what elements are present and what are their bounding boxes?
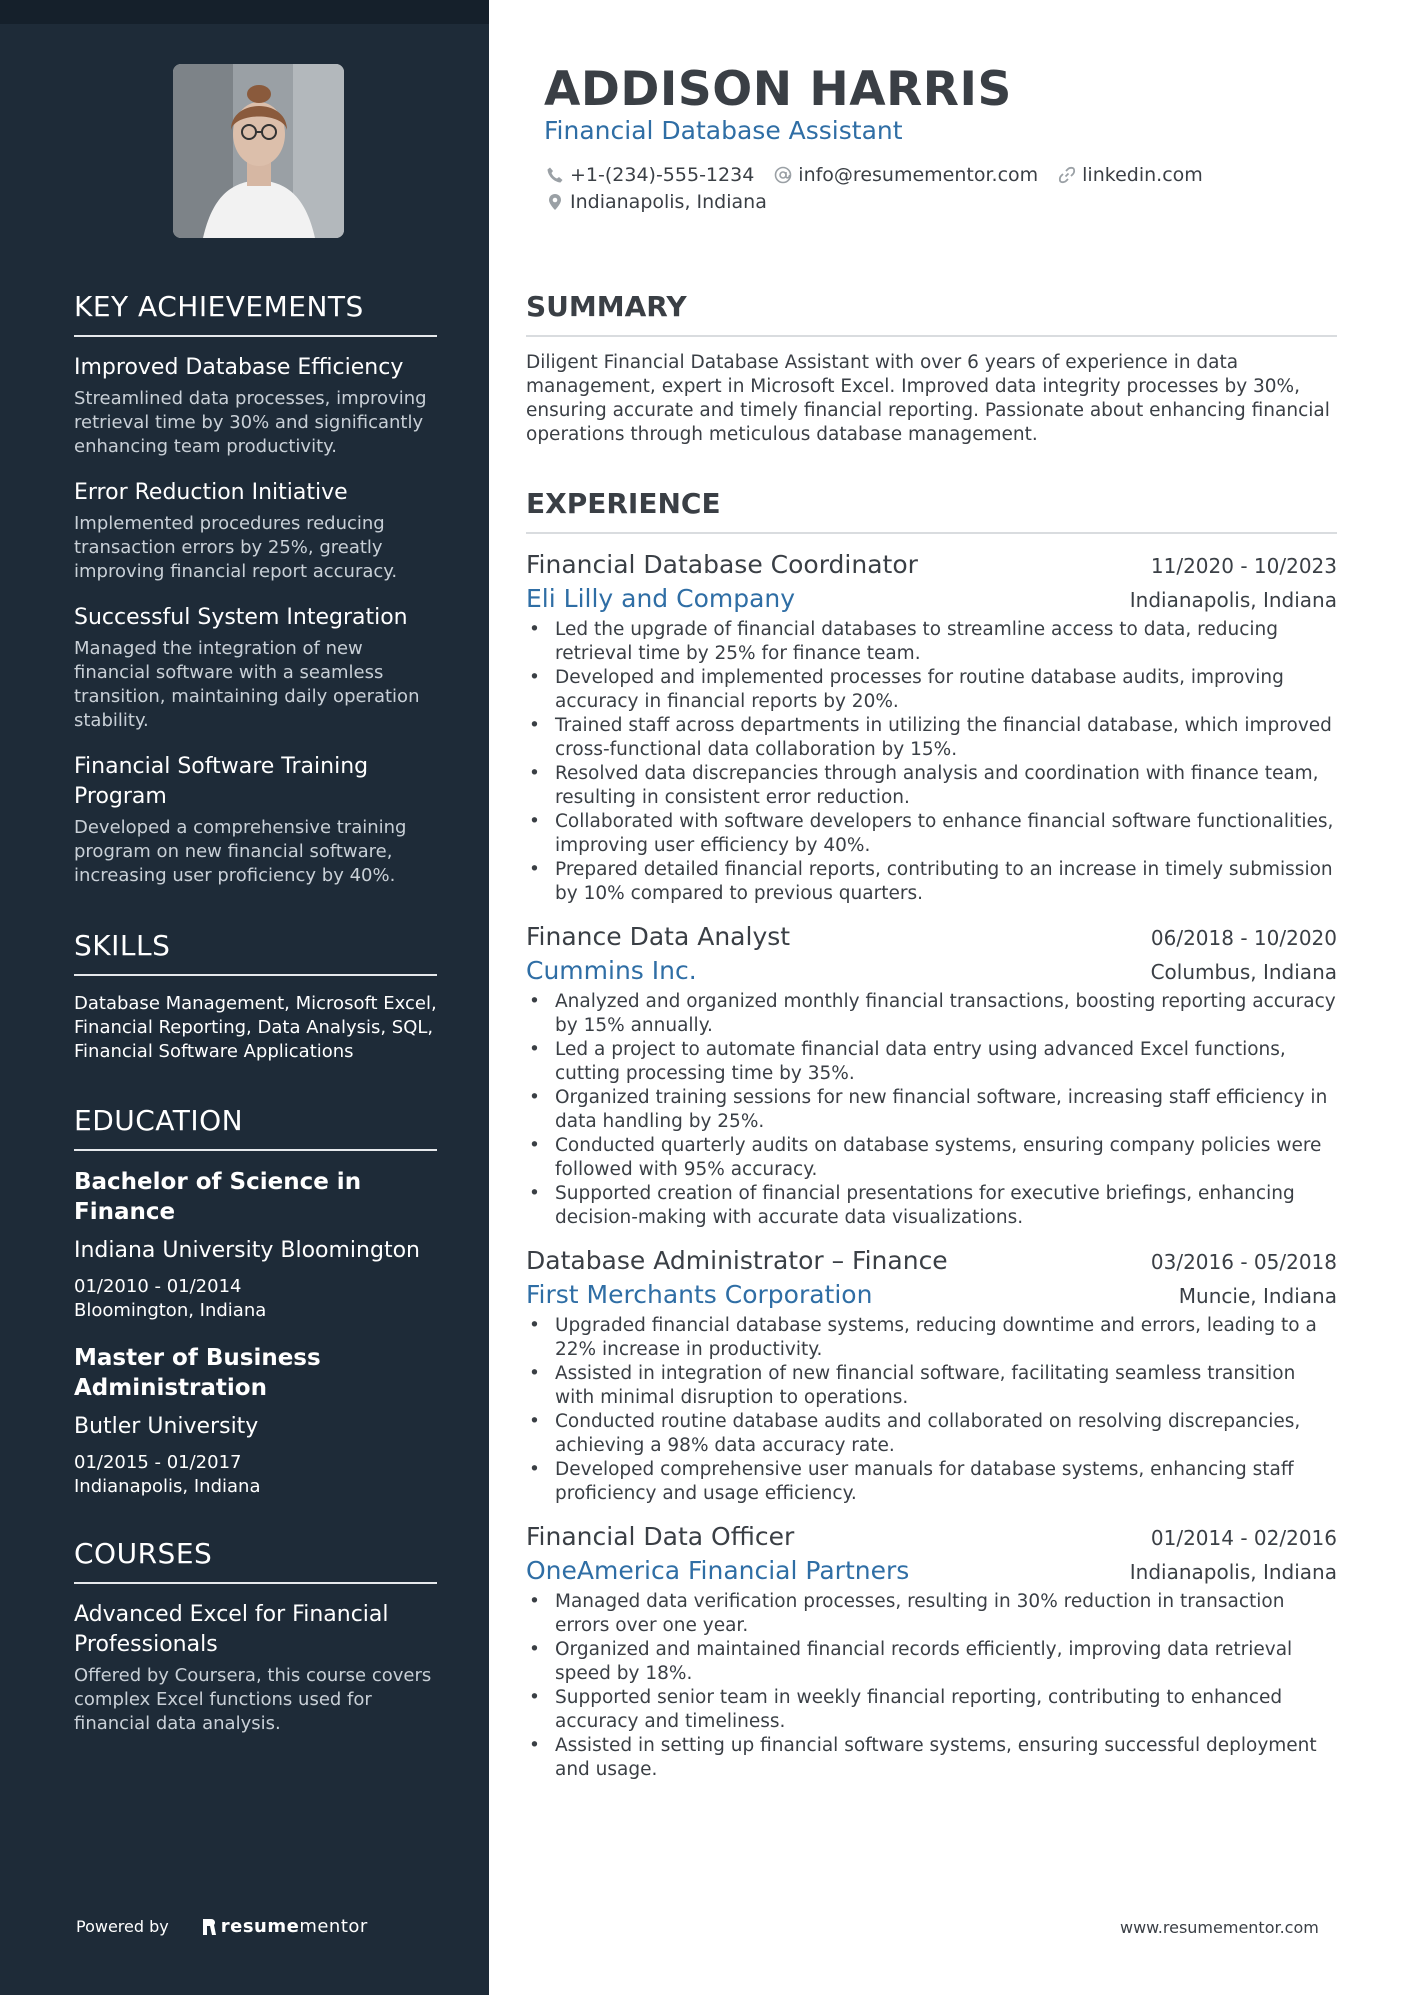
summary-section [526,290,1337,447]
resumementor-mark-icon [201,1917,217,1937]
job-entry [526,1244,1337,1506]
course-item [74,1600,437,1736]
location-pin-icon [546,193,564,211]
sidebar [0,0,489,1995]
job-bullet: • Assisted in setting up financial software systems, ensuring successful deployment and usage. [526,1734,1337,1782]
linkedin-text: linkedin.com [1082,164,1203,186]
job-bullet: • Conducted routine database audits and collaborated on resolving discrepancies, achieving a 98% data accuracy rate. [526,1410,1337,1458]
job-bullets [526,1590,1337,1782]
job-dates: 01/2014 - 02/2016 [1150,1526,1337,1550]
main-content [526,0,1337,1995]
resumementor-logo[interactable] [201,1916,368,1937]
job-location: Indianapolis, Indiana [1129,588,1337,612]
job-title: Financial Data Officer [526,1522,795,1551]
job-bullet: • Led the upgrade of financial databases to streamline access to data, reducing retrieval time by 25% for finance team. [526,618,1337,666]
phone-icon [546,166,564,184]
education-degree: Master of Business Administration [74,1345,321,1401]
achievement-title: Error Reduction Initiative [74,480,348,505]
job-title: Database Administrator – Finance [526,1246,948,1275]
achievement-title: Improved Database Efficiency [74,355,404,380]
job-bullets [526,1314,1337,1506]
skills-heading: SKILLS [74,929,437,976]
candidate-name: ADDISON HARRIS [544,62,1012,117]
phone-text: +1-(234)-555-1234 [570,164,755,186]
course-title: Advanced Excel for Financial Professionals [74,1602,389,1657]
achievement-desc: Developed a comprehensive training program on new financial software, increasing user proficiency by 40%. [74,817,407,886]
job-bullet: • Assisted in integration of new financial software, facilitating seamless transition with minimal disruption to operations. [526,1362,1337,1410]
job-dates: 03/2016 - 05/2018 [1150,1250,1337,1274]
experience-heading: EXPERIENCE [526,487,1337,534]
job-bullet: • Resolved data discrepancies through analysis and coordination with finance team, resulting in consistent error reduction. [526,762,1337,810]
job-bullet: • Conducted quarterly audits on database systems, ensuring company policies were followed with 95% accuracy. [526,1134,1337,1182]
footer-website-link[interactable]: www.resumementor.com [1120,1918,1319,1937]
job-company: Cummins Inc. [526,956,697,985]
contact-row [546,164,1223,186]
achievement-item [74,353,437,459]
education-location: Indianapolis, Indiana [74,1476,261,1497]
at-icon [774,166,792,184]
courses-heading: COURSES [74,1537,437,1584]
phone-contact[interactable] [546,164,754,186]
job-title: Financial Database Coordinator [526,550,918,579]
achievement-desc: Streamlined data processes, improving retrieval time by 30% and significantly enhancing team productivity. [74,388,427,457]
job-entry [526,920,1337,1230]
summary-heading: SUMMARY [526,290,1337,337]
job-dates: 06/2018 - 10/2020 [1150,926,1337,950]
email-text: info@resumementor.com [798,164,1039,186]
job-title: Finance Data Analyst [526,922,791,951]
job-bullets [526,618,1337,906]
job-bullets [526,990,1337,1230]
job-bullet: • Managed data verification processes, resulting in 30% reduction in transaction errors over one year. [526,1590,1337,1638]
job-entry [526,548,1337,906]
job-bullet: • Supported senior team in weekly financial reporting, contributing to enhanced accuracy and timeliness. [526,1686,1337,1734]
job-bullet: • Trained staff across departments in utilizing the financial database, which improved cross-functional data collaboration by 15%. [526,714,1337,762]
achievement-title: Successful System Integration [74,605,408,630]
brand-rest: mentor [299,1916,368,1937]
job-bullet: • Prepared detailed financial reports, contributing to an increase in timely submission by 10% compared to previous quarters. [526,858,1337,906]
job-entry [526,1520,1337,1782]
powered-by-label: Powered by [76,1917,169,1936]
candidate-title: Financial Database Assistant [544,116,903,145]
achievement-item [74,603,437,733]
sidebar-top-bar [0,0,489,24]
achievement-item [74,478,437,584]
education-school: Indiana University Bloomington [74,1238,420,1263]
job-bullet: • Organized and maintained financial records efficiently, improving data retrieval speed by 18%. [526,1638,1337,1686]
job-company: First Merchants Corporation [526,1280,873,1309]
education-dates: 01/2015 - 01/2017 [74,1452,242,1473]
achievements-heading: KEY ACHIEVEMENTS [74,290,437,337]
powered-by [76,1916,368,1937]
job-location: Columbus, Indiana [1150,960,1337,984]
job-location: Indianapolis, Indiana [1129,1560,1337,1584]
summary-text: Diligent Financial Database Assistant with over 6 years of experience in data management, expert in Microsoft Excel. Improved data integrity processes by 30%, ensuring accurate and timely financial reporting. Passionate about enhancing financial operations through meticulous database management. [526,352,1330,445]
email-contact[interactable] [774,164,1038,186]
location-row [546,191,787,213]
education-heading: EDUCATION [74,1104,437,1151]
job-bullet: • Upgraded financial database systems, reducing downtime and errors, leading to a 22% increase in productivity. [526,1314,1337,1362]
sidebar-content [74,290,437,1736]
job-bullet: • Collaborated with software developers to enhance financial software functionalities, improving user efficiency by 40%. [526,810,1337,858]
education-dates: 01/2010 - 01/2014 [74,1276,242,1297]
education-school: Butler University [74,1414,259,1439]
job-bullet: • Organized training sessions for new financial software, increasing staff efficiency in data handling by 25%. [526,1086,1337,1134]
job-bullet: • Developed and implemented processes for routine database audits, improving accuracy in financial reports by 20%. [526,666,1337,714]
course-desc: Offered by Coursera, this course covers complex Excel functions used for financial data analysis. [74,1665,432,1734]
profile-photo [173,64,344,238]
education-degree: Bachelor of Science in Finance [74,1169,362,1225]
link-icon [1058,166,1076,184]
job-company: Eli Lilly and Company [526,584,796,613]
job-bullet: • Analyzed and organized monthly financial transactions, boosting reporting accuracy by 15% annually. [526,990,1337,1038]
job-bullet: • Supported creation of financial presentations for executive briefings, enhancing decision-making with accurate data visualizations. [526,1182,1337,1230]
achievement-desc: Implemented procedures reducing transaction errors by 25%, greatly improving financial report accuracy. [74,513,398,582]
achievement-desc: Managed the integration of new financial software with a seamless transition, maintaining daily operation stability. [74,638,420,731]
job-location: Muncie, Indiana [1178,1284,1337,1308]
achievement-title: Financial Software Training Program [74,754,369,809]
location-text: Indianapolis, Indiana [570,191,767,213]
linkedin-contact[interactable] [1058,164,1203,186]
education-item [74,1343,437,1499]
brand-bold: resume [220,1916,300,1937]
job-bullet: • Led a project to automate financial data entry using advanced Excel functions, cutting processing time by 35%. [526,1038,1337,1086]
skills-list: Database Management, Microsoft Excel, Financial Reporting, Data Analysis, SQL, Financial Software Applications [74,993,437,1062]
achievement-item [74,752,437,888]
job-bullet: • Developed comprehensive user manuals for database systems, enhancing staff proficiency and usage efficiency. [526,1458,1337,1506]
location-contact [546,191,767,213]
job-company: OneAmerica Financial Partners [526,1556,910,1585]
experience-section [526,487,1337,1796]
job-dates: 11/2020 - 10/2023 [1150,554,1337,578]
education-location: Bloomington, Indiana [74,1300,267,1321]
education-item [74,1167,437,1323]
